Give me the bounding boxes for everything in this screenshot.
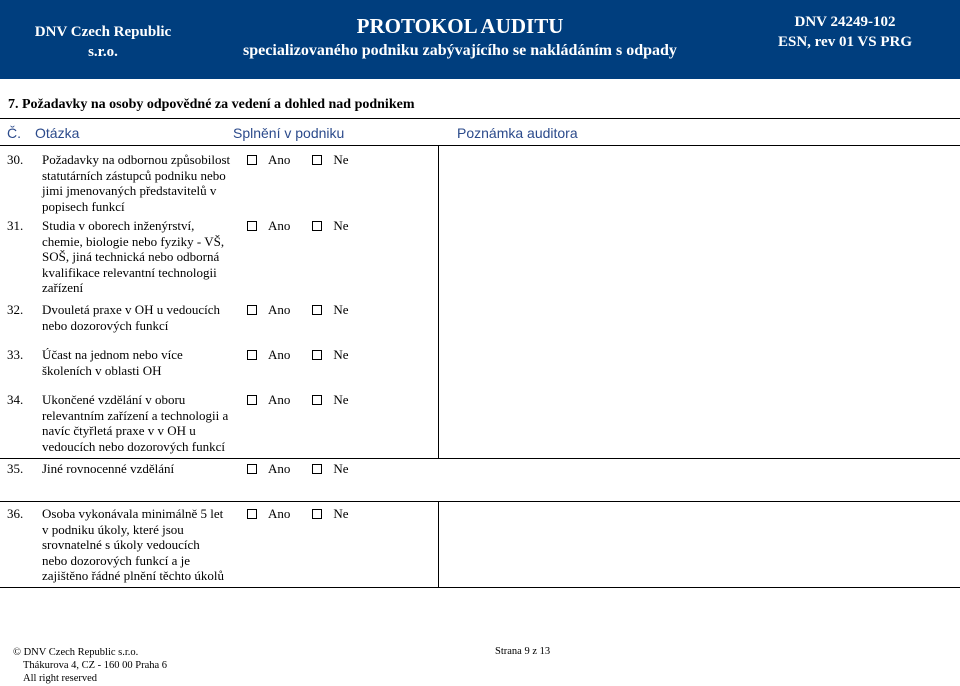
question-text: Osoba vykonávala minimálně 5 let v podniku úkoly, které jsou srovnatelné s úkoly vedoucích nebo dozorových funkcí a je zajištěno řádné plnění těchto úkolů xyxy=(42,506,224,583)
checkbox-no[interactable] xyxy=(312,305,322,315)
yes-label: Ano xyxy=(268,347,291,362)
checkbox-no[interactable] xyxy=(312,464,322,474)
rights: All right reserved xyxy=(23,673,98,684)
checkbox-yes[interactable] xyxy=(247,305,257,315)
row-number: 31. xyxy=(7,218,24,233)
doc-line2: ESN, rev 01 VS PRG xyxy=(777,34,913,50)
checkbox-yes[interactable] xyxy=(247,395,257,405)
document-title xyxy=(200,12,720,62)
row-number: 32. xyxy=(7,302,24,317)
no-label: Ne xyxy=(333,461,349,476)
footer-left xyxy=(13,646,167,685)
yes-label: Ano xyxy=(268,392,291,407)
answer-options xyxy=(247,218,349,234)
yes-label: Ano xyxy=(268,302,291,317)
page-number: Strana 9 z 13 xyxy=(495,646,551,657)
table-rule xyxy=(0,458,960,459)
no-label: Ne xyxy=(333,506,349,521)
question-text: Požadavky na odbornou způsobilost statutárních zástupců podniku nebo jimi jmenovaných představitelů v popisech funkcí xyxy=(42,152,231,214)
company-line2: s.r.o. xyxy=(88,44,118,60)
table-divider xyxy=(438,501,439,587)
no-label: Ne xyxy=(333,347,349,362)
table-rule xyxy=(0,145,960,146)
yes-label: Ano xyxy=(268,461,291,476)
column-header-row xyxy=(0,119,960,145)
answer-options xyxy=(247,347,349,363)
answer-options xyxy=(247,506,349,522)
checkbox-yes[interactable] xyxy=(247,509,257,519)
section-title: 7. Požadavky na osoby odpovědné za vedení a dohled nad podnikem xyxy=(8,97,415,112)
title-line1: PROTOKOL AUDITU xyxy=(356,14,564,38)
yes-label: Ano xyxy=(268,218,291,233)
answer-options xyxy=(247,302,349,318)
row-number: 35. xyxy=(7,461,24,476)
yes-label: Ano xyxy=(268,506,291,521)
title-line2: specializovaného podniku zabývajícího se nakládáním s odpady xyxy=(243,42,677,59)
row-number: 30. xyxy=(7,152,24,167)
no-label: Ne xyxy=(333,218,349,233)
checkbox-no[interactable] xyxy=(312,509,322,519)
no-label: Ne xyxy=(333,152,349,167)
column-header-fulfilment: Splnění v podniku xyxy=(233,125,345,141)
checkbox-yes[interactable] xyxy=(247,464,257,474)
answer-options xyxy=(247,152,349,168)
table-divider xyxy=(438,145,439,458)
company-line1: DNV Czech Republic xyxy=(34,24,172,40)
doc-line1: DNV 24249-102 xyxy=(794,14,896,30)
yes-label: Ano xyxy=(268,152,291,167)
row-number: 34. xyxy=(7,392,24,407)
question-text: Dvouletá praxe v OH u vedoucích nebo dozorových funkcí xyxy=(42,302,220,333)
checkbox-no[interactable] xyxy=(312,155,322,165)
question-text: Účast na jednom nebo více školeních v oblasti OH xyxy=(42,347,183,378)
checkbox-no[interactable] xyxy=(312,395,322,405)
row-number: 33. xyxy=(7,347,24,362)
address: Thákurova 4, CZ - 160 00 Praha 6 xyxy=(23,660,168,671)
checkbox-no[interactable] xyxy=(312,221,322,231)
question-text: Studia v oborech inženýrství, chemie, biologie nebo fyziky - VŠ, SOŠ, jiná technická nebo odborná kvalifikace relevantní technologii zařízení xyxy=(42,218,225,295)
checkbox-yes[interactable] xyxy=(247,155,257,165)
table-rule xyxy=(0,501,960,502)
answer-options xyxy=(247,461,349,477)
row-number: 36. xyxy=(7,506,24,521)
checkbox-no[interactable] xyxy=(312,350,322,360)
checkbox-yes[interactable] xyxy=(247,221,257,231)
no-label: Ne xyxy=(333,392,349,407)
column-header-num: Č. xyxy=(7,125,21,141)
checkbox-yes[interactable] xyxy=(247,350,257,360)
no-label: Ne xyxy=(333,302,349,317)
column-header-note: Poznámka auditora xyxy=(457,125,578,141)
answer-options xyxy=(247,392,349,408)
table-rule xyxy=(0,587,960,588)
column-header-question: Otázka xyxy=(35,125,80,141)
document-id xyxy=(760,12,930,52)
question-text: Ukončené vzdělání v oboru relevantním zařízení a technologii a navíc čtyřletá praxe v v OH u vedoucích nebo dozorových funkcí xyxy=(42,392,229,454)
question-text: Jiné rovnocenné vzdělání xyxy=(42,461,175,476)
company-name xyxy=(28,22,178,62)
copyright: © DNV Czech Republic s.r.o. xyxy=(13,647,139,658)
